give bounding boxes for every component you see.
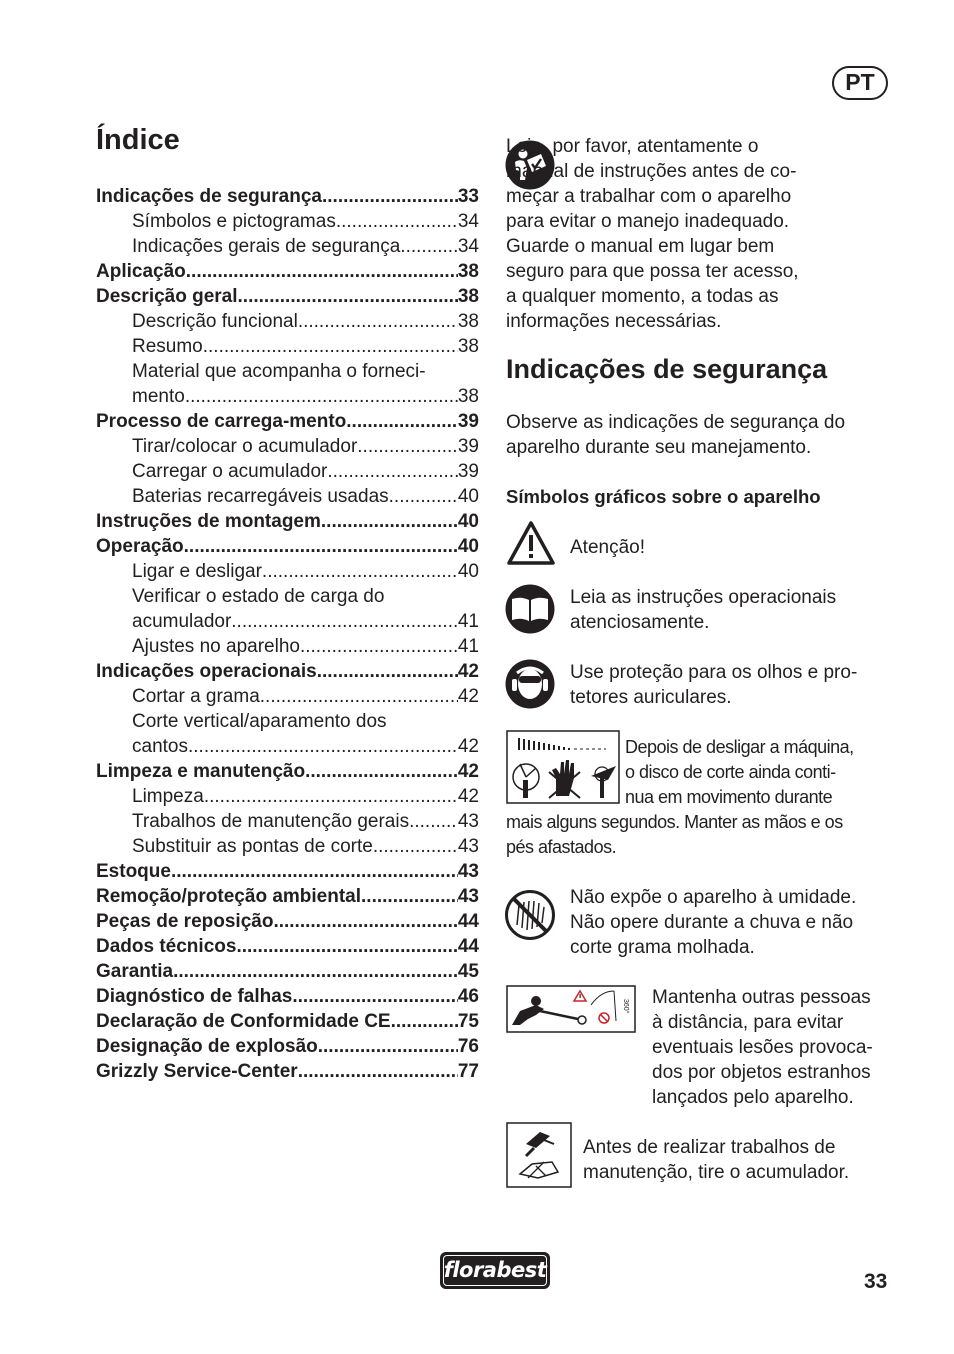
toc-entry[interactable]: [96, 584, 479, 609]
toc-entry-page: 42: [457, 661, 479, 682]
text-line: lançados pelo aparelho.: [652, 1087, 854, 1108]
toc-entry-page: 40: [457, 511, 479, 532]
text-line: manual de instruções antes de co-: [506, 161, 797, 182]
remove-battery-icon: [506, 1122, 572, 1188]
text-line: para evitar o manejo inadequado.: [506, 211, 790, 232]
toc-entry-title: Remoção/proteção ambiental: [96, 886, 362, 907]
toc-entry-page: 43: [457, 886, 479, 907]
toc-entry-page: 42: [457, 761, 479, 782]
toc-entry-page: 40: [457, 536, 479, 557]
toc-entry-page: 43: [457, 811, 479, 832]
toc-entry[interactable]: [96, 459, 479, 484]
intro-text: [506, 134, 891, 334]
toc-entry[interactable]: [96, 559, 479, 584]
safety-intro: [506, 410, 891, 460]
text-line: Não expõe o aparelho à umidade.: [570, 887, 857, 908]
toc-leader-dots: [317, 659, 458, 684]
toc-leader-dots: [260, 684, 458, 709]
toc-entry-title: Verificar o estado de carga do: [132, 586, 385, 607]
toc-entry-title: Indicações de segurança: [96, 186, 322, 207]
toc-leader-dots: [346, 409, 458, 434]
toc-leader-dots: [336, 209, 458, 234]
toc-entry-title: Baterias recarregáveis usadas: [132, 486, 389, 507]
toc-entry-title: Trabalhos de manutenção gerais: [132, 811, 410, 832]
toc-entry-page: 38: [457, 336, 479, 357]
toc-leader-dots: [273, 909, 457, 934]
toc-entry-page: 41: [457, 611, 479, 632]
toc-leader-dots: [171, 859, 458, 884]
rotating-text-bottom: [506, 810, 896, 860]
toc-leader-dots: [188, 734, 458, 759]
toc-entry-title: Descrição geral: [96, 286, 238, 307]
text-line: Leia as instruções operacionais: [570, 587, 837, 608]
toc-entry[interactable]: [96, 1034, 479, 1059]
toc-entry[interactable]: [96, 909, 479, 934]
toc-entry-title: Ajustes no aparelho: [132, 636, 300, 657]
distance-text: [652, 985, 897, 1110]
symbols-heading: Símbolos gráficos sobre o aparelho: [506, 486, 821, 507]
toc-entry[interactable]: [96, 934, 479, 959]
toc-entry[interactable]: [96, 759, 479, 784]
toc-entry[interactable]: [96, 609, 479, 634]
toc-entry[interactable]: [96, 634, 479, 659]
toc-leader-dots: [322, 184, 458, 209]
maintenance-text: [583, 1135, 893, 1185]
toc-leader-dots: [298, 1059, 458, 1084]
toc-entry[interactable]: [96, 959, 479, 984]
toc-leader-dots: [173, 959, 458, 984]
distance-icon-label: 360°: [622, 999, 629, 1014]
page-number: 33: [864, 1270, 888, 1293]
toc-entry-page: 75: [457, 1011, 479, 1032]
text-line: informações necessárias.: [506, 311, 722, 332]
toc-leader-dots: [373, 834, 458, 859]
toc-leader-dots: [305, 759, 458, 784]
toc-entry-title: Indicações gerais de segurança: [132, 236, 401, 257]
toc-entry-page: 42: [457, 736, 479, 757]
text-line: a qualquer momento, a todas as: [506, 286, 779, 307]
toc-entry-page: 39: [457, 461, 479, 482]
toc-entry-title: Diagnóstico de falhas: [96, 986, 293, 1007]
text-line: seguro para que possa ter acesso,: [506, 261, 799, 282]
toc-leader-dots: [298, 309, 458, 334]
toc-entry[interactable]: [96, 734, 479, 759]
toc-leader-dots: [231, 609, 458, 634]
toc-entry[interactable]: [96, 184, 479, 209]
toc-leader-dots: [186, 259, 458, 284]
toc-entry-page: 76: [457, 1036, 479, 1057]
text-line: manutenção, tire o acumulador.: [583, 1162, 850, 1183]
text-line: meçar a trabalhar com o aparelho: [506, 186, 792, 207]
toc-entry-title: Limpeza e manutenção: [96, 761, 306, 782]
toc-entry-page: 38: [457, 286, 479, 307]
toc-entry-title: Descrição funcional: [132, 311, 298, 332]
text-line: Guarde o manual em lugar bem: [506, 236, 775, 257]
eye-ear-protection-icon: [505, 659, 555, 709]
toc-entry-page: 38: [457, 261, 479, 282]
toc-entry[interactable]: [96, 709, 479, 734]
toc-entry-title: Estoque: [96, 861, 171, 882]
toc-entry-page: 45: [457, 961, 479, 982]
text-line: tetores auriculares.: [570, 687, 732, 708]
toc-entry-title: Material que acompanha o forneci-: [132, 361, 426, 382]
toc-leader-dots: [389, 484, 458, 509]
toc-leader-dots: [361, 884, 458, 909]
toc-entry[interactable]: [96, 209, 479, 234]
toc-entry-title: Aplicação: [96, 261, 186, 282]
toc-entry[interactable]: [96, 384, 479, 409]
toc-entry[interactable]: [96, 259, 479, 284]
toc-entry-title: mento: [132, 386, 185, 407]
open-book-icon: [505, 584, 555, 634]
toc-entry-page: 42: [457, 686, 479, 707]
toc-leader-dots: [400, 234, 458, 259]
text-line: Leia, por favor, atentamente o: [506, 136, 759, 157]
toc-entry-title: Designação de explosão: [96, 1036, 318, 1057]
toc-entry-page: 34: [457, 211, 479, 232]
text-line: mais alguns segundos. Manter as mãos e os: [506, 812, 843, 832]
toc-entry-title: Instruções de montagem: [96, 511, 321, 532]
toc-entry[interactable]: [96, 809, 479, 834]
toc-entry-page: 44: [457, 936, 479, 957]
toc-entry-title: Dados técnicos: [96, 936, 237, 957]
text-line: Depois de desligar a máquina,: [625, 737, 854, 757]
safety-heading: Indicações de segurança: [506, 354, 828, 384]
text-line: o disco de corte ainda conti-: [625, 762, 836, 782]
language-badge: PT: [832, 66, 888, 100]
toc-entry-title: Resumo: [132, 336, 203, 357]
read-instructions-text: [570, 585, 890, 635]
toc-entry-page: 42: [457, 786, 479, 807]
text-line: Observe as indicações de segurança do: [506, 412, 846, 433]
toc-leader-dots: [236, 934, 457, 959]
toc-leader-dots: [357, 434, 458, 459]
text-line: Mantenha outras pessoas: [652, 987, 871, 1008]
toc-title: Índice: [96, 124, 180, 156]
toc-entry-title: cantos: [132, 736, 188, 757]
toc-entry[interactable]: [96, 284, 479, 309]
toc-leader-dots: [184, 534, 458, 559]
toc-entry-page: 38: [457, 311, 479, 332]
toc-leader-dots: [203, 334, 458, 359]
toc-entry-page: 40: [457, 561, 479, 582]
toc-entry[interactable]: [96, 509, 479, 534]
toc-entry[interactable]: [96, 234, 479, 259]
toc-entry-title: Substituir as pontas de corte: [132, 836, 373, 857]
toc-entry-title: Garantia: [96, 961, 174, 982]
toc-entry[interactable]: [96, 659, 479, 684]
keep-distance-icon: [506, 985, 636, 1033]
toc-leader-dots: [292, 984, 457, 1009]
toc-entry-title: Tirar/colocar o acumulador: [132, 436, 358, 457]
toc-entry-title: Peças de reposição: [96, 911, 274, 932]
toc-entry-page: 40: [457, 486, 479, 507]
toc-leader-dots: [238, 284, 458, 309]
toc-entry-title: Símbolos e pictogramas: [132, 211, 336, 232]
toc-entry-title: Ligar e desligar: [132, 561, 262, 582]
text-line: pés afastados.: [506, 837, 617, 857]
toc-entry[interactable]: [96, 859, 479, 884]
text-line: Não opere durante a chuva e não: [570, 912, 854, 933]
text-line: Antes de realizar trabalhos de: [583, 1137, 836, 1158]
text-line: à distância, para evitar: [652, 1012, 844, 1033]
toc-entry[interactable]: [96, 359, 479, 384]
toc-entry[interactable]: [96, 1059, 479, 1084]
toc-entry[interactable]: [96, 684, 479, 709]
toc-entry-page: 43: [457, 836, 479, 857]
toc-leader-dots: [391, 1009, 458, 1034]
toc-entry-page: 44: [457, 911, 479, 932]
toc-leader-dots: [300, 634, 458, 659]
text-line: aparelho durante seu manejamento.: [506, 437, 812, 458]
toc-leader-dots: [318, 1034, 458, 1059]
toc-entry[interactable]: [96, 409, 479, 434]
toc-entry-title: Carregar o acumulador: [132, 461, 328, 482]
text-line: nua em movimento durante: [625, 787, 833, 807]
toc-entry-page: 77: [457, 1061, 479, 1082]
rotating-text-top: [625, 735, 895, 810]
text-line: dos por objetos estranhos: [652, 1062, 871, 1083]
toc-leader-dots: [204, 784, 458, 809]
toc-leader-dots: [185, 384, 458, 409]
toc-entry[interactable]: [96, 884, 479, 909]
attention-text: Atenção!: [570, 537, 645, 558]
toc-entry-page: 39: [457, 411, 479, 432]
no-rain-icon: [505, 890, 555, 940]
toc-entry-page: 38: [457, 386, 479, 407]
toc-entry-title: Processo de carrega-mento: [96, 411, 347, 432]
toc-leader-dots: [262, 559, 458, 584]
toc-entry-title: Corte vertical/aparamento dos: [132, 711, 387, 732]
eye-ear-text: [570, 660, 890, 710]
toc-entry-page: 43: [457, 861, 479, 882]
humidity-text: [570, 885, 890, 960]
toc-entry[interactable]: [96, 784, 479, 809]
toc-entry[interactable]: [96, 309, 479, 334]
toc-entry[interactable]: [96, 834, 479, 859]
toc-entry-title: acumulador: [132, 611, 232, 632]
toc-entry-page: 39: [457, 436, 479, 457]
text-line: eventuais lesões provoca-: [652, 1037, 873, 1058]
rotating-blade-warning-icon: [506, 730, 620, 804]
toc-entry-page: 41: [457, 636, 479, 657]
toc-entry[interactable]: [96, 984, 479, 1009]
toc-entry-page: 34: [457, 236, 479, 257]
toc-entry[interactable]: [96, 434, 479, 459]
toc-entry-page: 33: [457, 186, 479, 207]
florabest-logo: florabest: [440, 1252, 550, 1289]
text-line: Use proteção para os olhos e pro-: [570, 662, 858, 683]
toc-entry-title: Cortar a grama: [132, 686, 260, 707]
toc-entry[interactable]: [96, 484, 479, 509]
toc-entry-title: Declaração de Conformidade CE: [96, 1011, 391, 1032]
toc-leader-dots: [321, 509, 458, 534]
table-of-contents: [96, 184, 479, 1084]
toc-entry[interactable]: [96, 334, 479, 359]
toc-entry[interactable]: [96, 534, 479, 559]
text-line: atenciosamente.: [570, 612, 710, 633]
toc-entry-title: Indicações operacionais: [96, 661, 317, 682]
toc-leader-dots: [327, 459, 457, 484]
warning-triangle-icon: [506, 520, 556, 566]
toc-entry-title: Limpeza: [132, 786, 204, 807]
toc-entry-page: 46: [457, 986, 479, 1007]
toc-entry-title: Grizzly Service-Center: [96, 1061, 298, 1082]
toc-leader-dots: [409, 809, 458, 834]
text-line: corte grama molhada.: [570, 937, 755, 958]
toc-entry[interactable]: [96, 1009, 479, 1034]
toc-entry-title: Operação: [96, 536, 184, 557]
